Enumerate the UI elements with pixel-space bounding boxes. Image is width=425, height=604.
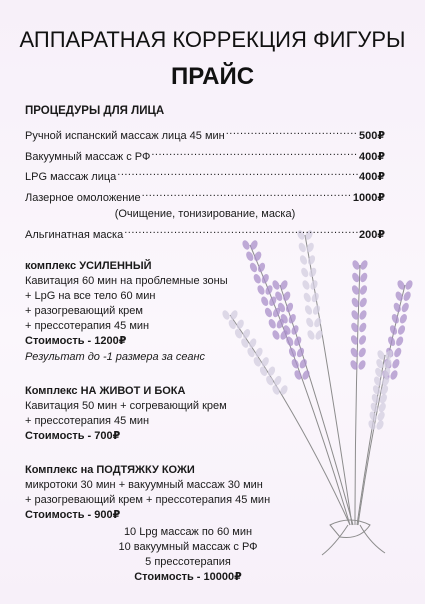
complex-heading: комплекс УСИЛЕННЫЙ: [25, 260, 152, 272]
complex-line: + LpG на все тело 60 мин: [25, 290, 156, 302]
dot-leader: [226, 125, 358, 139]
face-section-heading: ПРОЦЕДУРЫ ДЛЯ ЛИЦА: [25, 105, 165, 117]
price-item-name: Лазерное омоложение: [25, 191, 141, 204]
price-row: [25, 187, 385, 206]
dot-leader: [117, 166, 358, 180]
complex-line: Кавитация 60 мин на проблемные зоны: [25, 275, 228, 287]
price-content: [25, 104, 385, 523]
package-offer: [78, 525, 298, 585]
complex-line: + разогревающий крем + прессотерапия 45 мин: [25, 494, 271, 506]
complex-line: + прессотерапия 45 мин: [25, 320, 150, 332]
price-row: [25, 146, 385, 165]
complex-block-lifting: [25, 463, 385, 523]
package-cost: Стоимость - 10000₽: [134, 571, 242, 583]
dot-leader: [124, 224, 358, 238]
complex-cost: Стоимость - 900₽: [25, 509, 121, 521]
complex-result: Результат до -1 размера за сеанс: [25, 351, 206, 363]
complex-block-enhanced: [25, 259, 385, 365]
package-line: 10 вакуумный массаж с РФ: [118, 541, 258, 553]
price-item-name: Вакуумный массаж с РФ: [25, 150, 151, 163]
complex-line: + прессотерапия 45 мин: [25, 415, 150, 427]
package-line: 5 прессотерапия: [145, 556, 231, 568]
page-title: АППАРАТНАЯ КОРРЕКЦИЯ ФИГУРЫ: [19, 27, 406, 52]
price-row: [25, 166, 385, 185]
dot-leader: [151, 146, 358, 160]
complex-block-belly: [25, 384, 385, 444]
price-item-name: Ручной испанский массаж лица 45 мин: [25, 130, 225, 142]
complex-cost: Стоимость - 700₽: [25, 430, 121, 442]
complex-line: + разогревающий крем: [25, 305, 143, 317]
complex-line: микротоки 30 мин + вакуумный массаж 30 мин: [25, 479, 263, 491]
price-row: [25, 125, 385, 144]
dot-leader: [142, 187, 352, 201]
complex-cost: Стоимость - 1200₽: [25, 335, 127, 347]
price-item-value: 500₽: [358, 130, 385, 142]
price-item-value: 200₽: [358, 229, 385, 241]
complex-line: Кавитация 50 мин + согревающий крем: [25, 400, 227, 412]
price-note: (Очищение, тонизирование, маска): [114, 208, 296, 220]
price-item-value: 400₽: [358, 150, 385, 163]
page-subtitle: ПРАЙС: [170, 63, 255, 90]
complex-heading: Комплекс НА ЖИВОТ И БОКА: [25, 385, 186, 397]
package-line: 10 Lpg массаж по 60 мин: [123, 526, 253, 538]
complex-heading: Комплекс на ПОДТЯЖКУ КОЖИ: [25, 464, 195, 476]
price-item-value: 400₽: [358, 171, 385, 183]
price-item-name: LPG массаж лица: [25, 171, 117, 183]
price-item-name: Альгинатная маска: [25, 229, 124, 241]
price-item-value: 1000₽: [352, 191, 385, 204]
price-row: [25, 224, 385, 243]
